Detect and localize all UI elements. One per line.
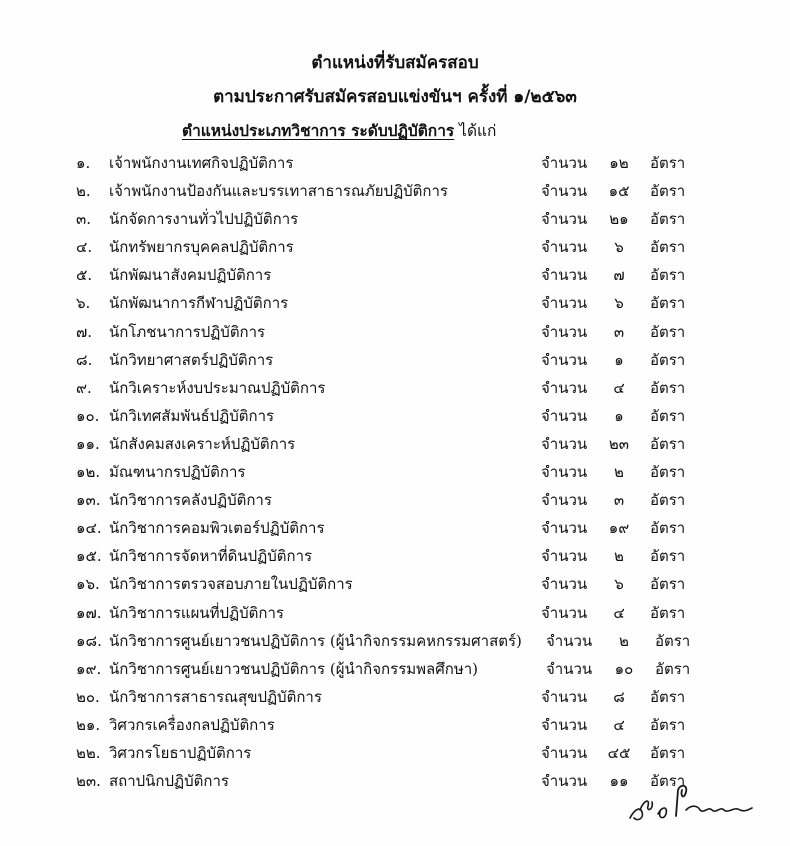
position-name: นักวิชาการสาธารณสุขปฏิบัติการ [109, 687, 322, 706]
position-name: นักวิชาการคลังปฏิบัติการ [109, 491, 272, 510]
count-label: จำนวน [541, 519, 588, 538]
item-number: ๑๘. [76, 631, 102, 650]
position-name: วิศวกรเครื่องกลปฏิบัติการ [109, 715, 275, 734]
count-label: จำนวน [541, 210, 588, 229]
position-name: นักพัฒนาสังคมปฏิบัติการ [109, 266, 272, 285]
list-item [0, 261, 790, 289]
count-label: จำนวน [541, 350, 588, 369]
count-unit: อัตรา [650, 772, 686, 791]
item-number: ๙. [76, 378, 92, 397]
count-unit: อัตรา [650, 547, 686, 566]
list-item [0, 374, 790, 402]
count-unit: อัตรา [650, 350, 686, 369]
count-value: ๑๐ [614, 659, 634, 678]
item-number: ๑. [76, 154, 91, 172]
position-name: นักวิชาการศูนย์เยาวชนปฏิบัติการ (ผู้นำกิจกรรมคหกรรมศาสตร์) [109, 631, 522, 650]
item-number: ๑๙. [76, 659, 102, 678]
count-value: ๒๓ [608, 434, 630, 453]
position-name: นักโภชนาการปฏิบัติการ [109, 322, 266, 341]
count-label: จำนวน [541, 575, 588, 594]
item-number: ๑๕. [76, 547, 102, 566]
list-item [0, 458, 790, 486]
position-name: นักวิเคราะห์งบประมาณปฏิบัติการ [109, 378, 326, 397]
position-name: เจ้าพนักงานเทศกิจปฏิบัติการ [109, 154, 294, 172]
item-number: ๗. [76, 322, 93, 341]
count-unit: อัตรา [650, 294, 686, 313]
count-label: จำนวน [541, 294, 588, 313]
count-value: ๔๕ [607, 743, 631, 762]
count-value: ๑ [614, 406, 624, 425]
count-unit: อัตรา [650, 463, 686, 482]
item-number: ๒๒. [76, 743, 101, 762]
position-name: นักวิชาการจัดหาที่ดินปฏิบัติการ [109, 547, 313, 566]
position-name: นักวิเทศสัมพันธ์ปฏิบัติการ [109, 406, 275, 425]
position-name: มัณฑนากรปฏิบัติการ [109, 463, 246, 482]
count-unit: อัตรา [655, 631, 691, 650]
count-value: ๖ [614, 575, 624, 594]
count-value: ๔ [613, 378, 625, 397]
count-unit: อัตรา [650, 238, 686, 257]
count-label: จำนวน [541, 603, 588, 622]
count-value: ๓ [613, 322, 625, 341]
item-number: ๒๑. [76, 715, 101, 734]
count-unit: อัตรา [650, 575, 686, 594]
count-label: จำนวน [541, 547, 588, 566]
item-number: ๑๑. [76, 434, 100, 453]
count-label: จำนวน [541, 463, 588, 482]
positions-list [0, 149, 790, 795]
list-item [0, 430, 790, 458]
count-value: ๒๑ [609, 210, 629, 229]
list-item [0, 177, 790, 205]
item-number: ๒๓. [76, 772, 101, 791]
count-label: จำนวน [541, 322, 588, 341]
count-value: ๗ [613, 266, 625, 285]
item-number: ๖. [76, 294, 91, 313]
section-heading-suffix: ได้แก่ [454, 122, 497, 140]
count-value: ๑ [614, 350, 624, 369]
count-label: จำนวน [541, 406, 588, 425]
position-name: สถาปนิกปฏิบัติการ [109, 772, 229, 791]
count-unit: อัตรา [650, 182, 686, 201]
count-label: จำนวน [541, 743, 588, 762]
position-name: วิศวกรโยธาปฏิบัติการ [109, 743, 252, 762]
count-value: ๘ [613, 687, 625, 706]
count-value: ๑๑ [609, 772, 629, 791]
count-value: ๑๙ [608, 519, 630, 538]
count-label: จำนวน [541, 434, 588, 453]
count-label: จำนวน [541, 266, 588, 285]
section-heading-underlined: ตำแหน่งประเภทวิชาการ ระดับปฏิบัติการ [182, 121, 455, 140]
list-item [0, 627, 790, 655]
item-number: ๒๐. [76, 687, 100, 706]
count-label: จำนวน [541, 378, 588, 397]
list-item [0, 346, 790, 374]
position-name: นักทรัพยากรบุคคลปฏิบัติการ [109, 238, 294, 257]
list-item [0, 655, 790, 683]
count-unit: อัตรา [650, 406, 686, 425]
position-name: นักวิชาการแผนที่ปฏิบัติการ [109, 603, 284, 622]
list-item [0, 205, 790, 233]
list-item [0, 486, 790, 514]
position-name: นักวิชาการตรวจสอบภายในปฏิบัติการ [109, 575, 353, 594]
count-value: ๒ [619, 631, 629, 650]
item-number: ๑๗. [76, 603, 102, 622]
list-item [0, 233, 790, 261]
count-label: จำนวน [541, 687, 588, 706]
list-item [0, 514, 790, 542]
page-title: ตำแหน่งที่รับสมัครสอบ [311, 53, 479, 73]
count-unit: อัตรา [650, 519, 686, 538]
item-number: ๒. [76, 182, 91, 201]
list-item [0, 542, 790, 570]
count-label: จำนวน [541, 715, 588, 734]
count-unit: อัตรา [650, 210, 686, 229]
count-value: ๒ [614, 463, 624, 482]
item-number: ๕. [76, 266, 93, 285]
count-value: ๖ [614, 238, 624, 257]
count-unit: อัตรา [650, 603, 686, 622]
count-label: จำนวน [541, 238, 588, 257]
item-number: ๔. [76, 238, 93, 257]
count-value: ๔ [613, 715, 625, 734]
list-item [0, 599, 790, 627]
count-unit: อัตรา [650, 154, 686, 172]
item-number: ๓. [76, 210, 92, 229]
count-unit: อัตรา [650, 378, 686, 397]
count-value: ๑๕ [608, 182, 630, 201]
position-name: นักวิทยาศาสตร์ปฏิบัติการ [109, 350, 274, 369]
count-unit: อัตรา [650, 266, 686, 285]
position-name: นักจัดการงานทั่วไปปฏิบัติการ [109, 210, 299, 229]
item-number: ๑๔. [76, 519, 102, 538]
count-label: จำนวน [541, 491, 588, 510]
list-item [0, 739, 790, 767]
item-number: ๘. [76, 350, 93, 369]
list-item [0, 289, 790, 317]
list-item [0, 402, 790, 430]
count-unit: อัตรา [650, 491, 686, 510]
count-label: จำนวน [541, 154, 588, 172]
item-number: ๑๒. [76, 463, 101, 482]
list-item [0, 570, 790, 598]
count-unit: อัตรา [655, 659, 691, 678]
list-item [0, 711, 790, 739]
count-label: จำนวน [541, 772, 588, 791]
list-item [0, 149, 790, 177]
count-value: ๓ [613, 491, 625, 510]
handwritten-signature [618, 766, 758, 826]
position-name: นักวิชาการคอมพิวเตอร์ปฏิบัติการ [109, 519, 325, 538]
item-number: ๑๖. [76, 575, 100, 594]
position-name: นักสังคมสงเคราะห์ปฏิบัติการ [109, 434, 296, 453]
page-subtitle: ตามประกาศรับสมัครสอบแข่งขันฯ ครั้งที่ ๑/๒๕๖๓ [213, 87, 577, 107]
count-value: ๔ [613, 603, 625, 622]
count-unit: อัตรา [650, 687, 686, 706]
list-item [0, 683, 790, 711]
position-name: นักพัฒนาการกีฬาปฏิบัติการ [109, 294, 289, 313]
item-number: ๑๓. [76, 491, 101, 510]
count-unit: อัตรา [650, 434, 686, 453]
item-number: ๑๐. [76, 406, 100, 425]
count-label: จำนวน [546, 659, 593, 678]
count-label: จำนวน [541, 182, 588, 201]
count-unit: อัตรา [650, 715, 686, 734]
count-label: จำนวน [546, 631, 593, 650]
list-item [0, 318, 790, 346]
count-value: ๑๒ [609, 154, 629, 172]
position-name: นักวิชาการศูนย์เยาวชนปฏิบัติการ (ผู้นำกิจกรรมพลศึกษา) [109, 659, 478, 678]
count-value: ๖ [614, 294, 624, 313]
count-unit: อัตรา [650, 322, 686, 341]
position-name: เจ้าพนักงานป้องกันและบรรเทาสาธารณภัยปฏิบัติการ [109, 182, 448, 201]
count-value: ๒ [614, 547, 624, 566]
count-unit: อัตรา [650, 743, 686, 762]
section-heading [182, 118, 496, 143]
